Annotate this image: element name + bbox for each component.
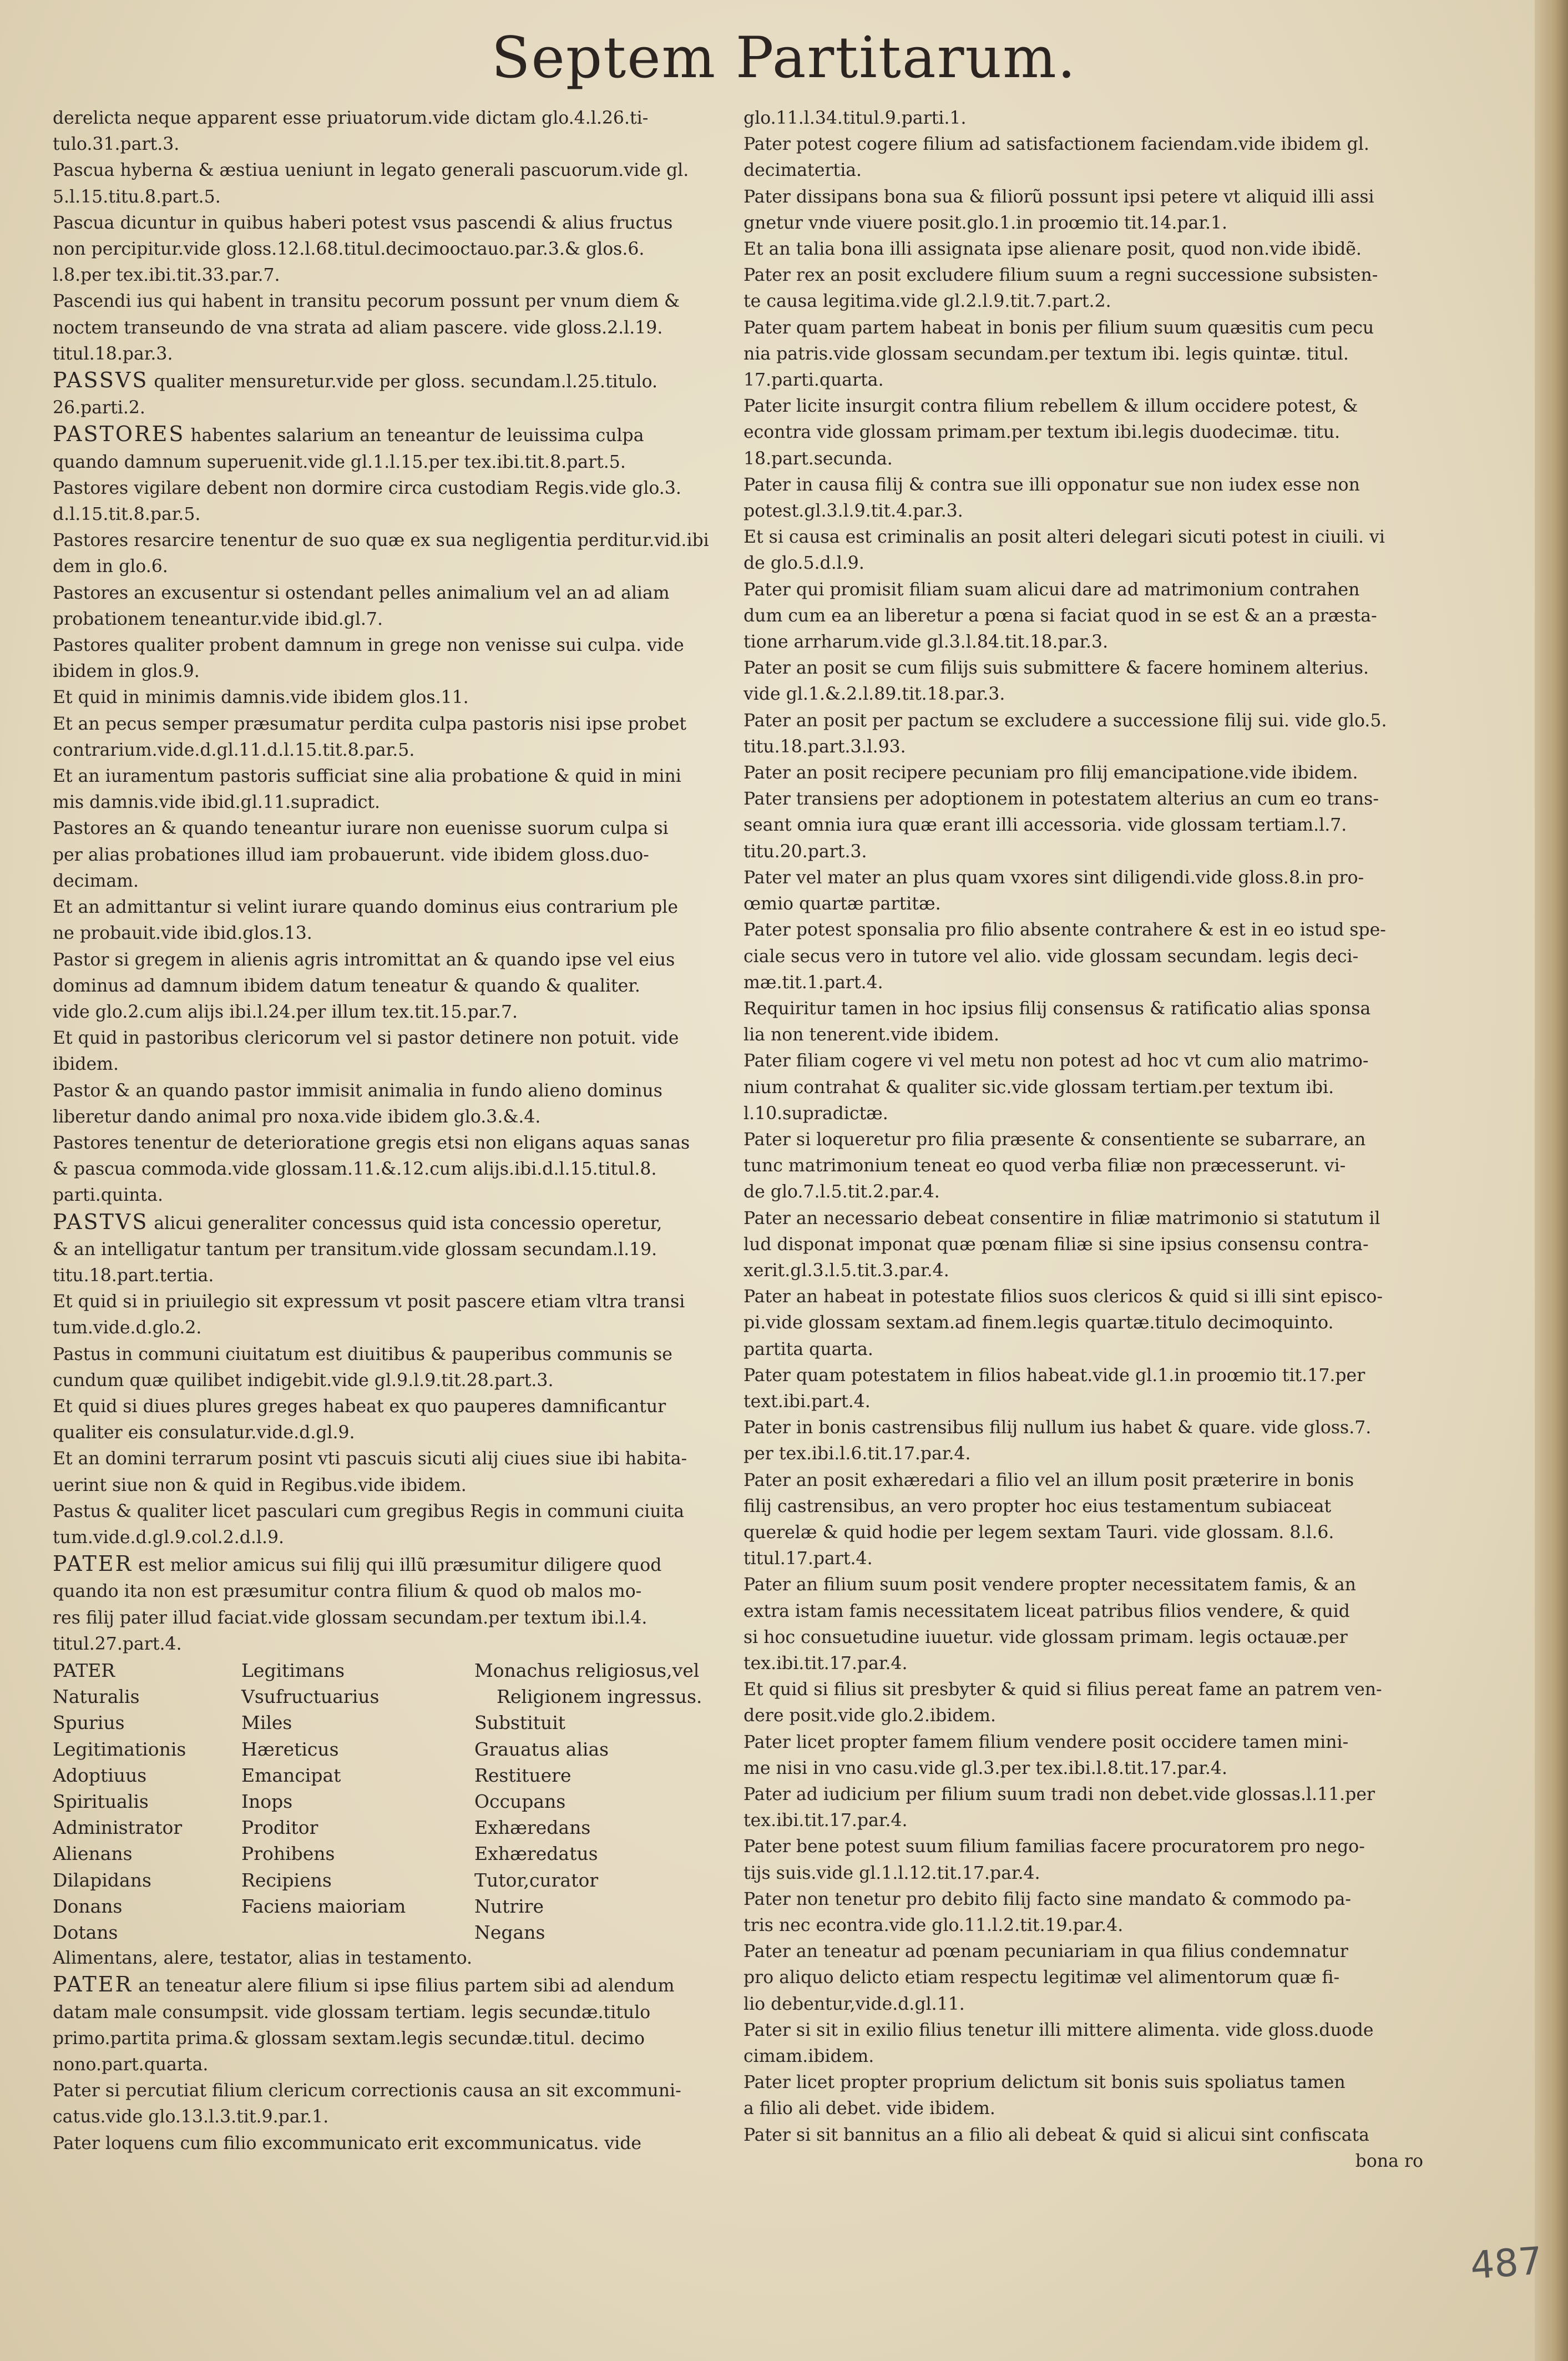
index-entry [743,262,1434,315]
pater-term: Restituere [474,1764,571,1786]
entry-line: datam male consumpsit. vide glossam tertiam. legis secundæ.titulo [53,2002,651,2023]
index-entry [743,1284,1434,1363]
entry-line: probationem teneantur.vide ibid.gl.7. [53,609,383,629]
index-entry [53,2078,730,2130]
entry-line: Pater vel mater an plus quam vxores sint diligendi.vide gloss.8.in pro- [743,867,1364,888]
pater-term: Vsufructuarius [241,1686,380,1708]
entry-line: gnetur vnde viuere posit.glo.1.in proœmio tit.14.par.1. [743,213,1228,233]
index-entry [743,786,1434,865]
pater-term: Faciens maioriam [241,1895,406,1917]
entry-line: 18.part.secunda. [743,448,893,469]
index-entry [53,1130,730,1209]
entry-line: Pastores qualiter probent damnum in grege non venisse sui culpa. vide [53,635,684,656]
entry-line: partita quarta. [743,1339,873,1359]
pater-term: Dilapidans [53,1869,151,1891]
entry-line: Et quid in pastoribus clericorum vel si pastor detinere non potuit. vide [53,1028,679,1049]
entry-line: Pater bene potest suum filium familias facere procuratorem pro nego- [743,1837,1365,1857]
index-entry [53,633,730,685]
entry-line: a filio ali debet. vide ibidem. [743,2099,995,2119]
pater-term: Recipiens [241,1869,332,1891]
entry-line: Et quid si in priuilegio sit expressum vt posit pascere etiam vltra transi [53,1292,685,1312]
index-entry [53,816,730,894]
pater-term: Legitimationis [53,1738,186,1760]
entry-line: decimatertia. [743,160,862,181]
index-entry [53,685,730,711]
entry-line: tunc matrimonium teneat eo quod verba filiæ non præcesserunt. vi- [743,1156,1346,1176]
entry-line: lia non tenerent.vide ibidem. [743,1025,1000,1045]
entry-line: nium contrahat & qualiter sic.vide glossam tertiam.per textum ibi. [743,1077,1334,1098]
entry-line: per tex.ibi.l.6.tit.17.par.4. [743,1444,971,1464]
index-entry [743,577,1434,656]
left-column [53,105,730,2157]
entry-line: Pater licet propter famem filium vendere posit occidere tamen mini- [743,1732,1349,1752]
entry-line [53,1551,730,1579]
entry-line: parti.quinta. [53,1185,164,1206]
entry-line: Pastor & an quando pastor immisit animalia in fundo alieno dominus [53,1080,662,1101]
entry-line: mis damnis.vide ibid.gl.11.supradict. [53,792,381,813]
entry-line: primo.partita prima.& glossam sextam.legis secundæ.titul. decimo [53,2028,645,2049]
entry-line: titul.27.part.4. [53,1634,182,1654]
index-entry [743,917,1434,996]
entry-line: tum.vide.d.glo.2. [53,1318,202,1338]
entry-line: Pater quam potestatem in filios habeat.vide gl.1.in proœmio tit.17.per [743,1365,1365,1386]
entry-line: Pastus in communi ciuitatum est diuitibus & pauperibus communis se [53,1344,672,1364]
entry-line: me nisi in vno casu.vide gl.3.per tex.ibi.l.8.tit.17.par.4. [743,1758,1227,1778]
index-entry [743,1363,1434,1415]
entry-line: Et an talia bona illi assignata ipse alienare posit, quod non.vide ibidẽ. [743,239,1362,260]
index-entry [743,524,1434,577]
entry-line: Pastores resarcire tenentur de suo quæ ex sua negligentia perditur.vid.ibi [53,530,709,551]
index-entry [53,1209,730,1290]
index-entry [743,760,1434,786]
page-edge [1535,0,1568,2361]
index-entry [743,2018,1434,2070]
entry-line: per alias probationes illud iam probauerunt. vide ibidem gloss.duo- [53,845,649,865]
entry-line: Pater in bonis castrensibus filij nullum ius habet & quare. vide gloss.7. [743,1418,1372,1438]
index-entry [53,1551,730,1657]
running-title: Septem Partitarum. [491,25,1077,91]
index-entry [743,1939,1434,2018]
entry-line-text: qualiter mensuretur.vide per gloss. secundam.l.25.titulo. [148,372,658,392]
entry-line: Pater an habeat in potestate filios suos clericos & quid si illi sint episco- [743,1287,1383,1307]
entry-line: querelæ & quid hodie per legem sextam Tauri. vide glossam. 8.l.6. [743,1522,1334,1543]
pater-term: Exhæredatus [474,1843,598,1865]
index-entry [743,315,1434,394]
entry-line: œmio quartæ partitæ. [743,894,941,914]
entry-line: Pater filiam cogere vi vel metu non potest ad hoc vt cum alio matrimo- [743,1051,1369,1071]
entry-line [53,367,730,395]
entry-line: Pater si sit bannitus an a filio ali debeat & quid si alicui sint confiscata [743,2125,1369,2145]
entry-line: Pater non tenetur pro debito filij facto sine mandato & commodo pa- [743,1889,1352,1909]
index-entry [53,894,730,947]
entry-line: 17.parti.quarta. [743,370,884,391]
pater-term: Donans [53,1895,123,1917]
entry-line [53,421,730,449]
entry-line: Et quid si filius sit presbyter & quid si filius pereat fame an patrem ven- [743,1680,1382,1700]
index-entry [53,2131,730,2157]
entry-line: liberetur dando animal pro noxa.vide ibidem glo.3.&.4. [53,1106,541,1127]
entry-line: Pater an posit recipere pecuniam pro filij emancipatione.vide ibidem. [743,763,1358,783]
entry-line: xerit.gl.3.l.5.tit.3.par.4. [743,1260,949,1281]
entry-line: Et an admittantur si velint iurare quando dominus eius contrarium ple [53,897,678,918]
entry-line: vide glo.2.cum alijs ibi.l.24.per illum tex.tit.15.par.7. [53,1002,518,1022]
entry-line: 5.l.15.titu.8.part.5. [53,186,221,207]
pater-term: Exhæredans [474,1817,591,1839]
entry-line: & an intelligatur tantum per transitum.vide glossam secundam.l.19. [53,1239,657,1260]
entry-line: pro aliquo delicto etiam respectu legitimæ vel alimentorum quæ fi- [743,1968,1340,1988]
index-entry [53,1394,730,1446]
entry-line: Pater licet propter proprium delictum sit bonis suis spoliatus tamen [743,2072,1346,2093]
entry-line: Pater an posit exhæredari a filio vel an illum posit præterire in bonis [743,1470,1354,1490]
index-entry [743,1782,1434,1834]
index-entry [53,1078,730,1130]
index-entry [743,2070,1434,2122]
entry-line: ciale secus vero in tutore vel alio. vide glossam secundam. legis deci- [743,946,1359,967]
index-entry [53,158,730,210]
index-entry [743,1572,1434,1677]
index-entry [743,865,1434,917]
entry-line: Alimentans, alere, testator, alias in testamento. [53,1948,473,1969]
pater-term: Legitimans [241,1659,345,1681]
pater-term: Administrator [53,1817,183,1839]
entry-line: Pater qui promisit filiam suam alicui dare ad matrimonium contrahen [743,579,1360,600]
left-entries-after [53,1945,730,2157]
pater-term: Spiritualis [53,1791,149,1812]
entry-line: Pater dissipans bona sua & filiorũ possunt ipsi petere vt aliquid illi assi [743,186,1374,207]
entry-line: Pater rex an posit excludere filium suum a regni successione subsisten- [743,265,1378,286]
entry-line: tex.ibi.tit.17.par.4. [743,1653,908,1674]
entry-line: lud disponat imponat quæ pœnam filiæ si sine ipsius consensu contra- [743,1234,1369,1255]
catchword: bona ro [1355,2151,1423,2171]
pater-term: Dotans [53,1922,118,1944]
entry-line: uerint siue non & quid in Regibus.vide ibidem. [53,1475,467,1495]
index-entry [53,476,730,528]
pater-term: Tutor,curator [474,1869,599,1891]
pater-term [241,1919,474,1945]
entry-line: l.10.supradictæ. [743,1103,888,1124]
entry-line: Pater licite insurgit contra filium rebellem & illum occidere potest, & [743,396,1358,417]
entry-line: quando damnum superuenit.vide gl.1.l.15.per tex.ibi.tit.8.part.5. [53,452,626,472]
entry-line: seant omnia iura quæ erant illi accessoria. vide glossam tertiam.l.7. [743,815,1347,836]
pater-term: Prohibens [241,1843,335,1865]
index-entry [743,184,1434,236]
pater-term: Alienans [53,1843,133,1865]
pater-term: Monachus religiosus,vel [474,1659,700,1681]
entry-line: Pastores an & quando teneantur iurare non euenisse suorum culpa si [53,818,669,839]
entry-line: Pater loquens cum filio excommunicato erit excommunicatus. vide [53,2133,642,2153]
index-entry [53,1025,730,1078]
index-entry [53,1499,730,1551]
entry-line: Pater an teneatur ad pœnam pecuniariam in qua filius condemnatur [743,1942,1348,1962]
index-entry [53,1945,730,1971]
entry-line-text: est melior amicus sui filij qui illũ præsumitur diligere quod [133,1555,662,1576]
entry-line: noctem transeundo de vna strata ad aliam pascere. vide gloss.2.l.19. [53,317,663,338]
entry-lead-word: PASTORES [53,422,185,447]
index-entry [743,708,1434,760]
index-entry [743,1468,1434,1573]
entry-line: Et quid si diues plures greges habeat ex quo pauperes damnificantur [53,1396,666,1417]
right-entries [743,105,1434,2148]
entry-line: econtra vide glossam primam.per textum ibi.legis duodecimæ. titu. [743,422,1341,443]
entry-line: Pascua dicuntur in quibus haberi potest vsus pascendi & alius fructus [53,213,673,233]
index-entry [743,1834,1434,1886]
entry-line: pi.vide glossam sextam.ad finem.legis quartæ.titulo decimoquinto. [743,1313,1334,1333]
index-entry [743,1415,1434,1467]
entry-line: Pater si sit in exilio filius tenetur illi mittere alimenta. vide gloss.duode [743,2020,1374,2040]
entry-line: qualiter eis consulatur.vide.d.gl.9. [53,1423,355,1443]
entry-line: dum cum ea an liberetur a pœna si faciat quod in se est & an a præsta- [743,605,1377,626]
entry-line: d.l.15.tit.8.par.5. [53,504,201,525]
entry-line: tione arrharum.vide gl.3.l.84.tit.18.par.3. [743,632,1109,653]
entry-line: Et an iuramentum pastoris sufficiat sine alia probatione & quid in mini [53,766,681,787]
entry-line: ibidem in glos.9. [53,661,200,682]
entry-line [53,1209,730,1237]
entry-line: tulo.31.part.3. [53,134,180,155]
entry-line: vide gl.1.&.2.l.89.tit.18.par.3. [743,684,1005,705]
entry-line: de glo.7.l.5.tit.2.par.4. [743,1182,940,1202]
entry-line: Pastores vigilare debent non dormire circa custodiam Regis.vide glo.3. [53,478,681,498]
pater-term-list [53,1657,730,1945]
entry-line: Et an pecus semper præsumatur perdita culpa pastoris nisi ipse probet [53,714,687,734]
entry-line: dere posit.vide glo.2.ibidem. [743,1706,996,1726]
index-entry [53,105,730,158]
entry-line: l.8.per tex.ibi.tit.33.par.7. [53,265,280,286]
entry-line-text: alicui generaliter concessus quid ista concessio operetur, [148,1213,662,1233]
entry-line: dominus ad damnum ibidem datum teneatur & quando & qualiter. [53,975,640,996]
index-entry [53,711,730,764]
entry-line: de glo.5.d.l.9. [743,553,864,574]
entry-line: cimam.ibidem. [743,2046,874,2067]
index-entry [743,2122,1434,2148]
index-entry [53,764,730,816]
pater-term: Hæreticus [241,1738,339,1760]
entry-line: quando ita non est præsumitur contra filium & quod ob malos mo- [53,1581,642,1602]
pater-term: Nutrire [474,1895,544,1917]
entry-line: tris nec econtra.vide glo.11.l.2.tit.19.par.4. [743,1915,1124,1936]
entry-line: Pater an necessario debeat consentire in filiæ matrimonio si statutum il [743,1208,1380,1228]
entry-line: titu.18.part.3.l.93. [743,736,906,757]
entry-line: Pastores an excusentur si ostendant pelles animalium vel an ad aliam [53,583,670,603]
entry-line: lio debentur,vide.d.gl.11. [743,1994,965,2014]
entry-line: text.ibi.part.4. [743,1391,871,1412]
index-entry [53,1971,730,2078]
entry-line: Pastores tenentur de deterioratione gregis etsi non eligans aquas sanas [53,1133,690,1153]
index-entry [743,1677,1434,1729]
entry-line: Pater si percutiat filium clericum correctionis causa an sit excommuni- [53,2081,681,2101]
entry-line: Pater transiens per adoptionem in potestatem alterius an cum eo trans- [743,789,1379,810]
index-entry [743,996,1434,1048]
entry-line: Pastus & qualiter licet pasculari cum gregibus Regis in communi ciuita [53,1501,685,1521]
entry-line: ibidem. [53,1054,119,1075]
pater-term: Substituit [474,1712,566,1734]
pater-term: Naturalis [53,1686,140,1708]
entry-line: si hoc consuetudine iuuetur. vide glossam primam. legis octauæ.per [743,1627,1348,1647]
pater-term: Spurius [53,1712,125,1734]
entry-line: dem in glo.6. [53,557,168,577]
pater-term: Inops [241,1791,293,1812]
entry-line: contrarium.vide.d.gl.11.d.l.15.tit.8.par.5. [53,740,415,760]
entry-line: mæ.tit.1.part.4. [743,972,883,993]
entry-line: titul.18.par.3. [53,343,173,364]
entry-line: Pater potest cogere filium ad satisfactionem faciendam.vide ibidem gl. [743,134,1369,155]
pater-term: Proditor [241,1817,318,1839]
index-entry [743,393,1434,472]
index-entry [743,236,1434,262]
entry-line: nono.part.quarta. [53,2055,209,2075]
entry-line-text: habentes salarium an teneantur de leuissima culpa [185,426,644,446]
entry-line: Pater quam partem habeat in bonis per filium suum quæsitis cum pecu [743,317,1374,338]
entry-line: & pascua commoda.vide glossam.11.&.12.cum alijs.ibi.d.l.15.titul.8. [53,1159,657,1180]
entry-line: Pascua hyberna & æstiua ueniunt in legato generali pascuorum.vide gl. [53,160,689,181]
index-entry [53,528,730,580]
pater-term: Negans [474,1922,545,1944]
entry-line: tex.ibi.tit.17.par.4. [743,1811,908,1831]
entry-line: tum.vide.d.gl.9.col.2.d.l.9. [53,1527,285,1548]
pater-term: Emancipat [241,1764,341,1786]
entry-line: catus.vide glo.13.l.3.tit.9.par.1. [53,2107,329,2127]
entry-line: titu.18.part.tertia. [53,1265,214,1286]
index-entry [743,655,1434,707]
index-entry [53,421,730,475]
pater-term: Adoptiuus [53,1764,147,1786]
entry-line: Pastor si gregem in alienis agris intromittat an & quando ipse vel eius [53,949,675,970]
entry-line: Et an domini terrarum posint vti pascuis sicuti alij ciues siue ibi habita- [53,1449,687,1469]
entry-line: derelicta neque apparent esse priuatorum.vide dictam glo.4.l.26.ti- [53,108,649,128]
left-entries [53,105,730,1657]
entry-line: potest.gl.3.l.9.tit.4.par.3. [743,501,963,522]
folio-number: 487 [1469,2239,1544,2288]
entry-line: Pater ad iudicium per filium suum tradi non debet.vide glossas.l.11.per [743,1784,1375,1804]
index-entry [743,105,1434,132]
entry-line: cundum quæ quilibet indigebit.vide gl.9.l.9.tit.28.part.3. [53,1370,554,1391]
right-column [743,105,1434,2175]
entry-line: decimam. [53,871,139,891]
entry-lead-word: PATER [53,1972,133,1997]
entry-line: 26.parti.2. [53,398,145,418]
entry-line: extra istam famis necessitatem liceat patribus filios vendere, & quid [743,1601,1350,1621]
index-entry [53,1289,730,1341]
entry-line: filij castrensibus, an vero propter hoc eius testamentum subiaceat [743,1496,1332,1516]
index-entry [743,1048,1434,1127]
entry-line [53,1971,730,1999]
entry-lead-word: PASSVS [53,368,149,393]
index-entry [743,1206,1434,1285]
entry-line: non percipitur.vide gloss.12.l.68.titul.decimooctauo.par.3.& glos.6. [53,239,645,260]
entry-line-text: an teneatur alere filium si ipse filius partem sibi ad alendum [133,1976,675,1996]
index-entry [53,210,730,289]
entry-line: Pater an posit per pactum se excludere a successione filij sui. vide glo.5. [743,710,1387,731]
index-entry [743,132,1434,184]
entry-line: Requiritur tamen in hoc ipsius filij consensus & ratificatio alias sponsa [743,998,1371,1019]
pater-term: Grauatus alias [474,1738,609,1760]
entry-line: te causa legitima.vide gl.2.l.9.tit.7.part.2. [743,291,1111,312]
entry-line: glo.11.l.34.titul.9.parti.1. [743,108,967,128]
entry-line: Pater an posit se cum filijs suis submittere & facere hominem alterius. [743,658,1369,679]
entry-line: res filij pater illud faciat.vide glossam secundam.per textum ibi.l.4. [53,1607,648,1628]
index-entry [743,472,1434,524]
index-entry [53,947,730,1026]
entry-line: Pater an filium suum posit vendere propter necessitatem famis, & an [743,1575,1356,1595]
index-entry [743,1887,1434,1939]
entry-lead-word: PASTVS [53,1209,149,1234]
index-entry [53,289,730,367]
entry-line: Pater in causa filij & contra sue illi opponatur sue non iudex esse non [743,474,1360,495]
entry-line: Et quid in minimis damnis.vide ibidem glos.11. [53,687,469,708]
pater-term: Occupans [474,1791,566,1812]
entry-lead-word: PATER [53,1551,133,1576]
entry-line: Et si causa est criminalis an posit alteri delegari sicuti potest in ciuili. vi [743,527,1385,548]
entry-line: nia patris.vide glossam secundam.per textum ibi. legis quintæ. titul. [743,343,1349,364]
index-entry [53,1342,730,1394]
entry-line: tijs suis.vide gl.1.l.12.tit.17.par.4. [743,1863,1040,1883]
index-entry [53,367,730,421]
pater-term: Religionem ingressus. [497,1686,702,1708]
entry-line: titu.20.part.3. [743,841,867,862]
index-entry [53,1446,730,1498]
entry-line: Pascendi ius qui habent in transitu pecorum possunt per vnum diem & [53,291,680,312]
pater-term: PATER [53,1659,115,1681]
index-entry [743,1730,1434,1782]
entry-line: ne probauit.vide ibid.glos.13. [53,923,312,944]
index-entry [53,580,730,633]
entry-line: Pater si loqueretur pro filia præsente & consentiente se subarrare, an [743,1129,1366,1150]
pater-term: Miles [241,1712,292,1734]
entry-line: titul.17.part.4. [743,1549,873,1569]
entry-line: Pater potest sponsalia pro filio absente contrahere & est in eo istud spe- [743,920,1386,941]
index-entry [743,1127,1434,1206]
